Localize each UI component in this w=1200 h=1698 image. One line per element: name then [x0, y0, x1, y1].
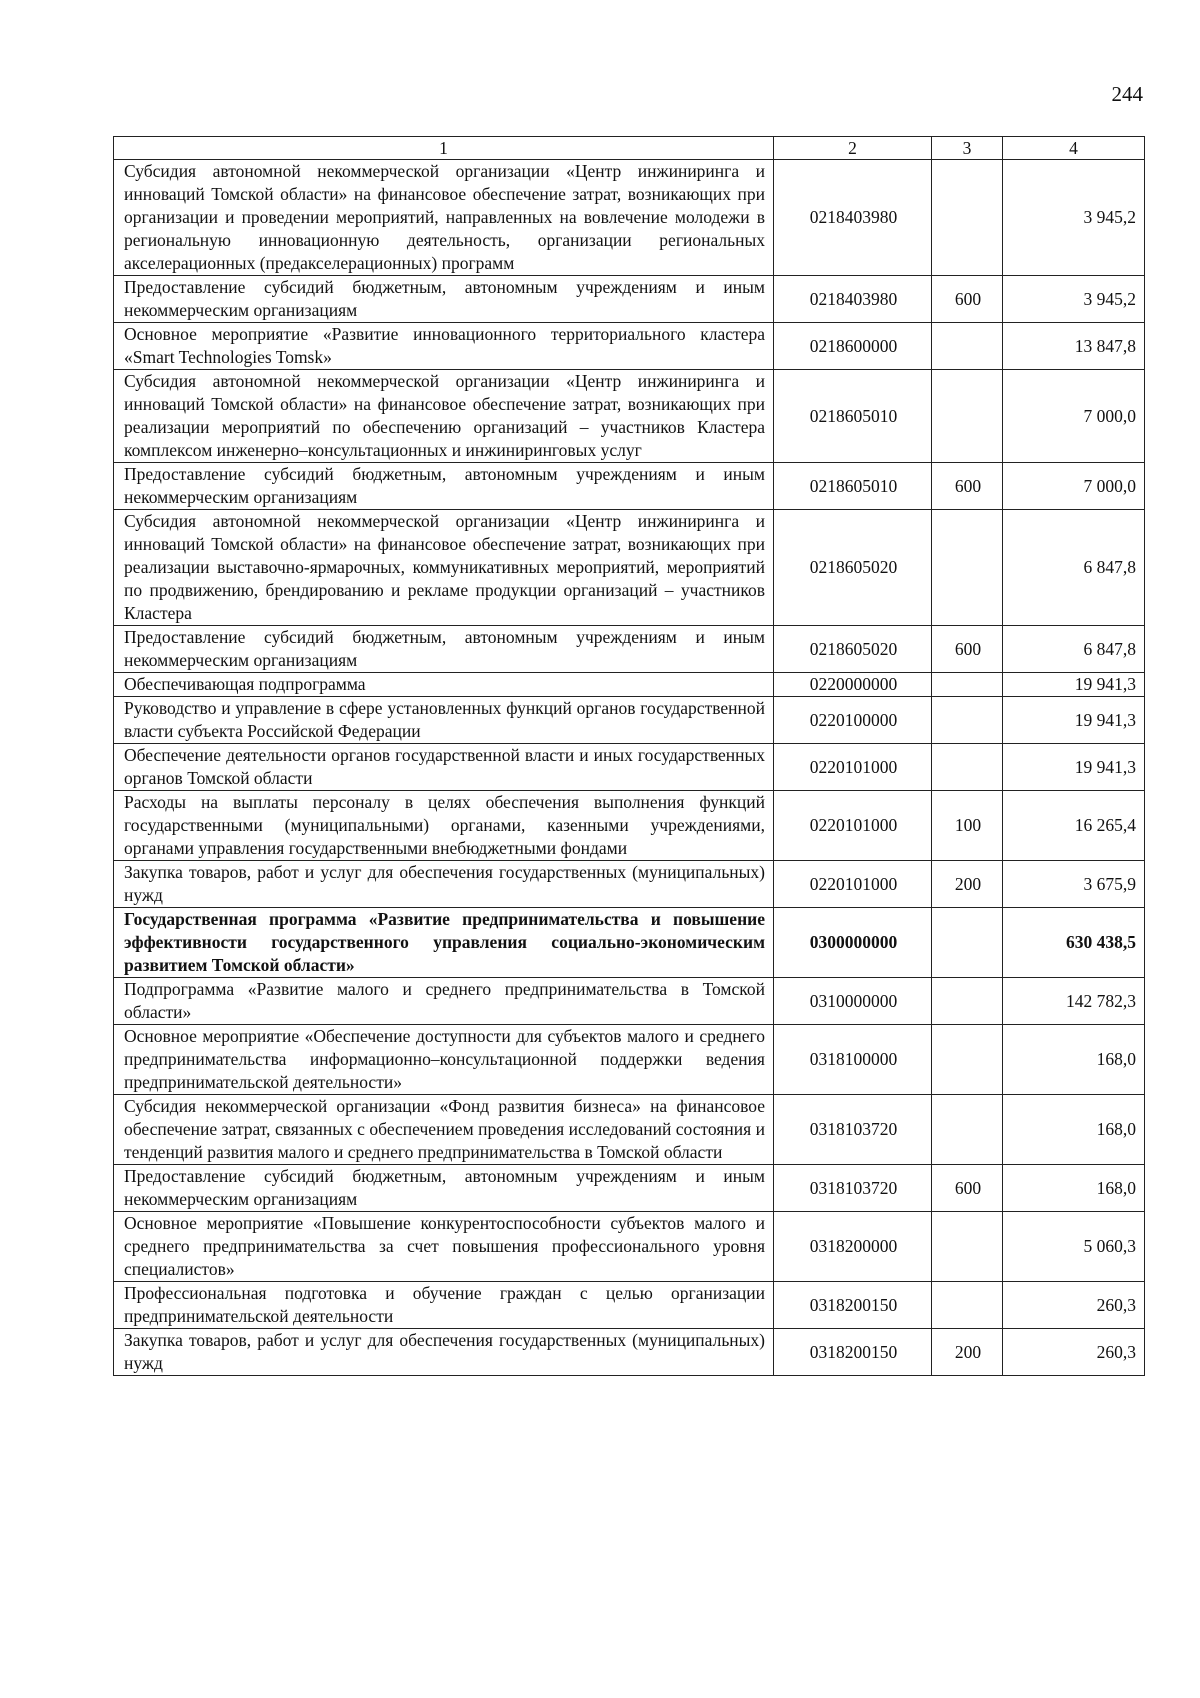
table-row	[114, 791, 1145, 861]
expense-name-cell: Профессиональная подготовка и обучение граждан с целью организации предпринимательской деятельности	[114, 1282, 774, 1329]
target-code-cell: 0300000000	[774, 908, 932, 978]
expense-type-cell: 600	[932, 626, 1003, 673]
expense-type-cell: 600	[932, 1165, 1003, 1212]
expense-name-cell: Закупка товаров, работ и услуг для обеспечения государственных (муниципальных) нужд	[114, 861, 774, 908]
table-row	[114, 744, 1145, 791]
target-code-cell: 0218605010	[774, 463, 932, 510]
table-row	[114, 1095, 1145, 1165]
header-col-4: 4	[1003, 137, 1145, 160]
expense-type-cell	[932, 908, 1003, 978]
expense-type-cell: 600	[932, 463, 1003, 510]
expense-name-cell: Предоставление субсидий бюджетным, автономным учреждениям и иным некоммерческим организациям	[114, 276, 774, 323]
expense-name-cell: Субсидия автономной некоммерческой организации «Центр инжиниринга и инноваций Томской области» на финансовое обеспечение затрат, возникающих при реализации мероприятий по обеспечению организаций – участников Кластера комплексом инженерно–консультационных и инжиниринговых услуг	[114, 370, 774, 463]
table-row	[114, 463, 1145, 510]
table-row	[114, 908, 1145, 978]
expense-name-cell: Закупка товаров, работ и услуг для обеспечения государственных (муниципальных) нужд	[114, 1329, 774, 1376]
table-row	[114, 323, 1145, 370]
amount-cell: 260,3	[1003, 1282, 1145, 1329]
target-code-cell: 0310000000	[774, 978, 932, 1025]
expense-type-cell	[932, 160, 1003, 276]
amount-cell: 3 675,9	[1003, 861, 1145, 908]
expense-name-cell: Субсидия автономной некоммерческой организации «Центр инжиниринга и инноваций Томской области» на финансовое обеспечение затрат, возникающих при реализации выставочно-ярмарочных, коммуникативных мероприятий, мероприятий по продвижению, брендированию и рекламе продукции организаций – участников Кластера	[114, 510, 774, 626]
expense-type-cell: 600	[932, 276, 1003, 323]
expense-name-cell: Основное мероприятие «Обеспечение доступности для субъектов малого и среднего предпринимательства информационно–консультационной поддержки ведения предпринимательской деятельности»	[114, 1025, 774, 1095]
amount-cell: 142 782,3	[1003, 978, 1145, 1025]
amount-cell: 19 941,3	[1003, 697, 1145, 744]
target-code-cell: 0220101000	[774, 744, 932, 791]
target-code-cell: 0318103720	[774, 1165, 932, 1212]
target-code-cell: 0318103720	[774, 1095, 932, 1165]
expense-type-cell	[932, 673, 1003, 697]
target-code-cell: 0218605020	[774, 510, 932, 626]
expense-name-cell: Субсидия автономной некоммерческой организации «Центр инжиниринга и инноваций Томской области» на финансовое обеспечение затрат, возникающих при организации и проведении мероприятий, направленных на вовлечение молодежи в региональную инновационную деятельность, организации региональных акселерационных (предакселерационных) программ	[114, 160, 774, 276]
expense-type-cell	[932, 744, 1003, 791]
amount-cell: 260,3	[1003, 1329, 1145, 1376]
expense-type-cell: 200	[932, 1329, 1003, 1376]
amount-cell: 630 438,5	[1003, 908, 1145, 978]
header-col-3: 3	[932, 137, 1003, 160]
amount-cell: 5 060,3	[1003, 1212, 1145, 1282]
table-row	[114, 1329, 1145, 1376]
target-code-cell: 0220101000	[774, 791, 932, 861]
target-code-cell: 0318100000	[774, 1025, 932, 1095]
expense-type-cell	[932, 370, 1003, 463]
amount-cell: 7 000,0	[1003, 463, 1145, 510]
target-code-cell: 0218605020	[774, 626, 932, 673]
amount-cell: 168,0	[1003, 1025, 1145, 1095]
table-row	[114, 1165, 1145, 1212]
amount-cell: 13 847,8	[1003, 323, 1145, 370]
target-code-cell: 0218605010	[774, 370, 932, 463]
expense-name-cell: Обеспечение деятельности органов государственной власти и иных государственных органов Томской области	[114, 744, 774, 791]
target-code-cell: 0220000000	[774, 673, 932, 697]
expense-name-cell: Предоставление субсидий бюджетным, автономным учреждениям и иным некоммерческим организациям	[114, 463, 774, 510]
page-number: 244	[1111, 82, 1143, 106]
amount-cell: 16 265,4	[1003, 791, 1145, 861]
table-row	[114, 160, 1145, 276]
table-row	[114, 370, 1145, 463]
target-code-cell: 0218403980	[774, 160, 932, 276]
expense-type-cell	[932, 978, 1003, 1025]
amount-cell: 3 945,2	[1003, 276, 1145, 323]
budget-table	[113, 136, 1145, 1376]
header-row	[114, 137, 1145, 160]
expense-name-cell: Государственная программа «Развитие предпринимательства и повышение эффективности государственного управления социально-экономическим развитием Томской области»	[114, 908, 774, 978]
expense-type-cell	[932, 1282, 1003, 1329]
expense-type-cell: 100	[932, 791, 1003, 861]
table-row	[114, 626, 1145, 673]
amount-cell: 3 945,2	[1003, 160, 1145, 276]
amount-cell: 7 000,0	[1003, 370, 1145, 463]
expense-type-cell	[932, 323, 1003, 370]
table-row	[114, 1025, 1145, 1095]
target-code-cell: 0220100000	[774, 697, 932, 744]
table-header	[114, 137, 1145, 160]
expense-name-cell: Основное мероприятие «Развитие инновационного территориального кластера «Smart Technologies Tomsk»	[114, 323, 774, 370]
header-col-2: 2	[774, 137, 932, 160]
target-code-cell: 0318200150	[774, 1329, 932, 1376]
amount-cell: 6 847,8	[1003, 510, 1145, 626]
expense-type-cell	[932, 1095, 1003, 1165]
expense-type-cell	[932, 697, 1003, 744]
expense-type-cell: 200	[932, 861, 1003, 908]
table-row	[114, 673, 1145, 697]
target-code-cell: 0318200150	[774, 1282, 932, 1329]
expense-name-cell: Субсидия некоммерческой организации «Фонд развития бизнеса» на финансовое обеспечение затрат, связанных с обеспечением проведения исследований состояния и тенденций развития малого и среднего предпринимательства в Томской области	[114, 1095, 774, 1165]
table-row	[114, 697, 1145, 744]
expense-name-cell: Руководство и управление в сфере установленных функций органов государственной власти субъекта Российской Федерации	[114, 697, 774, 744]
amount-cell: 168,0	[1003, 1095, 1145, 1165]
amount-cell: 19 941,3	[1003, 673, 1145, 697]
expense-type-cell	[932, 510, 1003, 626]
table-row	[114, 276, 1145, 323]
target-code-cell: 0220101000	[774, 861, 932, 908]
header-col-1: 1	[114, 137, 774, 160]
table-body	[114, 160, 1145, 1376]
expense-name-cell: Предоставление субсидий бюджетным, автономным учреждениям и иным некоммерческим организациям	[114, 626, 774, 673]
target-code-cell: 0318200000	[774, 1212, 932, 1282]
table-row	[114, 978, 1145, 1025]
table-row	[114, 1282, 1145, 1329]
target-code-cell: 0218403980	[774, 276, 932, 323]
expense-name-cell: Расходы на выплаты персоналу в целях обеспечения выполнения функций государственными (муниципальными) органами, казенными учреждениями, органами управления государственными внебюджетными фондами	[114, 791, 774, 861]
table-row	[114, 861, 1145, 908]
expense-name-cell: Подпрограмма «Развитие малого и среднего предпринимательства в Томской области»	[114, 978, 774, 1025]
expense-name-cell: Основное мероприятие «Повышение конкурентоспособности субъектов малого и среднего предпринимательства за счет повышения профессионального уровня специалистов»	[114, 1212, 774, 1282]
table-row	[114, 1212, 1145, 1282]
expense-type-cell	[932, 1212, 1003, 1282]
amount-cell: 168,0	[1003, 1165, 1145, 1212]
amount-cell: 6 847,8	[1003, 626, 1145, 673]
target-code-cell: 0218600000	[774, 323, 932, 370]
amount-cell: 19 941,3	[1003, 744, 1145, 791]
expense-type-cell	[932, 1025, 1003, 1095]
expense-name-cell: Обеспечивающая подпрограмма	[114, 673, 774, 697]
table-row	[114, 510, 1145, 626]
expense-name-cell: Предоставление субсидий бюджетным, автономным учреждениям и иным некоммерческим организациям	[114, 1165, 774, 1212]
